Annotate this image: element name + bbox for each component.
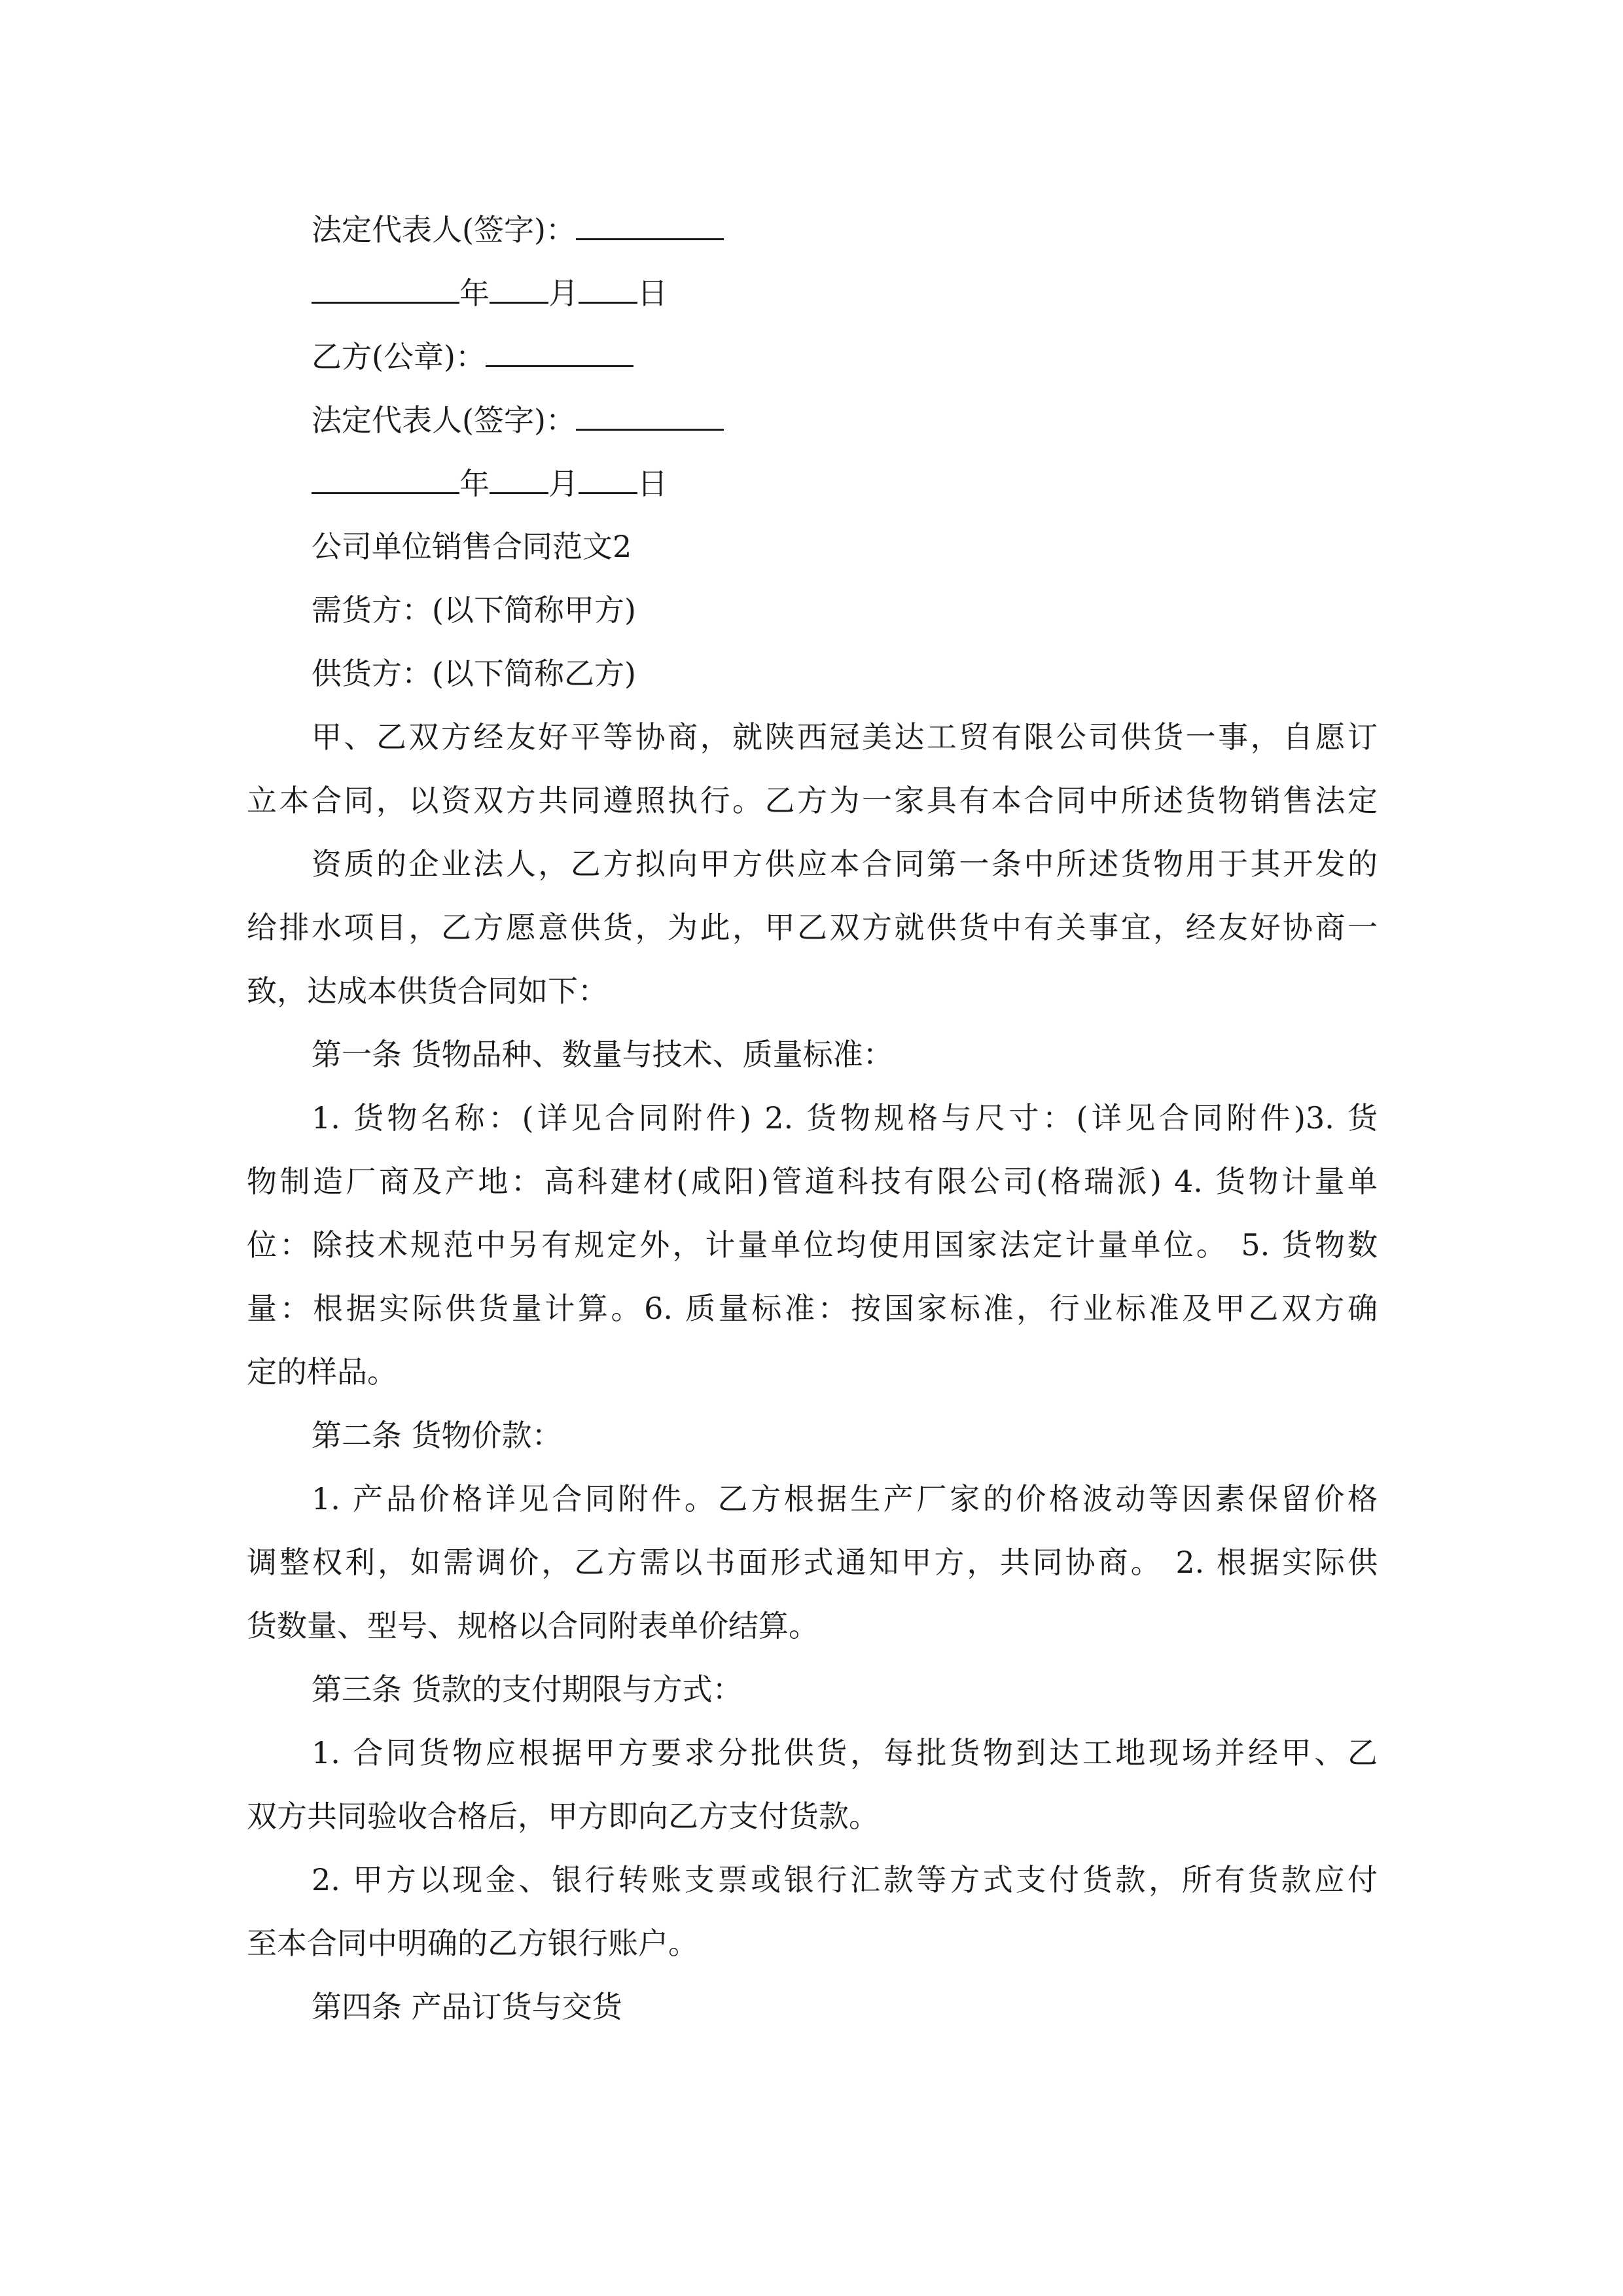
date2-month-blank [490,463,548,494]
article-1-line-5: 定的样品。 [247,1354,397,1390]
article-3-p1-line-1: 1. 合同货物应根据甲方要求分批供货，每批货物到达工地现场并经甲、乙 [312,1735,1378,1770]
article-4-title: 第四条 产品订货与交货 [312,1989,622,2024]
rep2-signature-line [312,400,724,440]
rep1-signature-blank [576,209,724,240]
date1-day-label: 日 [637,276,668,311]
party-b-seal-blank [486,336,633,367]
intro-line-3: 资质的企业法人，乙方拟向甲方供应本合同第一条中所述货物用于其开发的 [312,846,1378,882]
article-1-title: 第一条 货物品种、数量与技术、质量标准： [312,1037,893,1072]
buyer-line: 需货方：(以下简称甲方) [312,592,636,628]
rep2-signature-blank [576,400,724,431]
article-2-title: 第二条 货物价款： [312,1418,562,1453]
rep1-label: 法定代表人(签字)： [312,212,576,247]
article-1-line-1: 1. 货物名称：(详见合同附件) 2. 货物规格与尺寸：(详见合同附件)3. 货 [312,1100,1378,1136]
intro-line-2: 立本合同，以资双方共同遵照执行。乙方为一家具有本合同中所述货物销售法定 [247,783,1378,818]
article-2-line-1: 1. 产品价格详见合同附件。乙方根据生产厂家的价格波动等因素保留价格 [312,1481,1378,1516]
intro-line-1: 甲、乙双方经友好平等协商，就陕西冠美达工贸有限公司供货一事，自愿订 [312,719,1378,755]
article-1-line-4: 量：根据实际供货量计算。6. 质量标准：按国家标准，行业标准及甲乙双方确 [247,1291,1378,1326]
supplier-line: 供货方：(以下简称乙方) [312,656,636,691]
date2-day-label: 日 [637,466,668,501]
contract-title: 公司单位销售合同范文2 [312,529,632,564]
article-1-line-2: 物制造厂商及产地：高科建材(咸阳)管道科技有限公司(格瑞派) 4. 货物计量单 [247,1164,1378,1199]
rep2-label: 法定代表人(签字)： [312,403,576,438]
article-3-p2-line-2: 至本合同中明确的乙方银行账户。 [247,1926,698,1961]
date1-line [312,273,668,313]
intro-line-4: 给排水项目，乙方愿意供货，为此，甲乙双方就供货中有关事宜，经友好协商一 [247,910,1378,945]
intro-line-5: 致，达成本供货合同如下： [247,973,608,1009]
date1-month-label: 月 [548,276,579,311]
date2-year-label: 年 [459,466,490,501]
party-b-label: 乙方(公章)： [312,339,486,374]
date2-day-blank [579,463,637,494]
rep1-signature-line [312,209,724,249]
date1-month-blank [490,273,548,304]
date2-month-label: 月 [548,466,579,501]
article-3-title: 第三条 货款的支付期限与方式： [312,1672,743,1707]
article-3-p2-line-1: 2. 甲方以现金、银行转账支票或银行汇款等方式支付货款，所有货款应付 [312,1862,1378,1897]
article-3-p1-line-2: 双方共同验收合格后，甲方即向乙方支付货款。 [247,1799,879,1834]
party-b-seal-line [312,336,633,376]
article-2-line-3: 货数量、型号、规格以合同附表单价结算。 [247,1608,819,1643]
date1-year-blank [312,273,459,304]
date1-day-blank [579,273,637,304]
date2-year-blank [312,463,459,494]
article-1-line-3: 位：除技术规范中另有规定外，计量单位均使用国家法定计量单位。 5. 货物数 [247,1227,1378,1263]
article-2-line-2: 调整权利，如需调价，乙方需以书面形式通知甲方，共同协商。 2. 根据实际供 [247,1545,1378,1580]
date2-line [312,463,668,503]
date1-year-label: 年 [459,276,490,311]
